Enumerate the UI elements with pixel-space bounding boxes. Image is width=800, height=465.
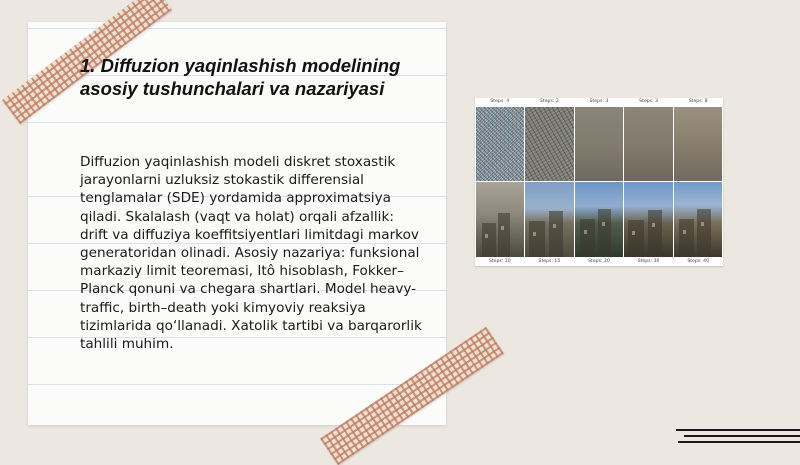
noisy-image-tile <box>674 107 722 181</box>
slide-body-text: Diffuzion yaqinlashish modeli diskret stoxastik jarayonlarni uzluksiz stokastik differensial tenglamalar (SDE) yordamida approximatsiya qiladi. Skalalash (vaqt va holat) orqali afzallik: drift va diffuziya koeffitsiyentlari limitdagi markov generatoridan olinadi. Asosiy nazariya: funksional markaziy limit teoremasi, Itô hisoblash, Fokker–Planck qonuni va chegara shartlari. Model heavy-traffic, birth–death yoki kimyoviy reaksiya tizimlarida qo‘llanadi. Xatolik tartibi va barqarorlik tahlili muhim. <box>80 154 422 353</box>
denoised-steps-row <box>476 182 722 257</box>
bottom-step-labels <box>475 258 723 266</box>
castle-image-tile <box>476 182 524 257</box>
step-label: Steps: 4 <box>490 99 510 104</box>
step-label: Steps: 40 <box>687 259 710 264</box>
step-label: Steps: 20 <box>588 259 610 264</box>
decorative-lines <box>676 426 800 446</box>
castle-image-tile <box>674 182 722 257</box>
top-step-labels <box>475 98 723 106</box>
step-label: Steps: 3 <box>639 99 658 104</box>
noisy-image-tile <box>525 107 573 181</box>
noisy-image-tile <box>476 107 524 181</box>
castle-image-tile <box>575 182 623 257</box>
step-label: Steps: 15 <box>538 259 561 264</box>
step-label: Steps: 2 <box>539 99 559 104</box>
step-label: Steps: 10 <box>488 259 511 264</box>
noisy-image-tile <box>575 107 623 181</box>
noisy-steps-row <box>476 107 722 181</box>
noisy-image-tile <box>624 107 672 181</box>
slide-title: 1. Diffuzion yaqinlashish modelining asosiy tushunchalari va nazariyasi <box>80 55 401 99</box>
step-label: Steps: 30 <box>637 259 660 264</box>
castle-image-tile <box>624 182 672 257</box>
castle-image-tile <box>525 182 573 257</box>
diffusion-steps-figure <box>475 98 723 266</box>
step-label: Steps: 3 <box>589 99 609 104</box>
step-label: Steps: 8 <box>688 99 708 104</box>
